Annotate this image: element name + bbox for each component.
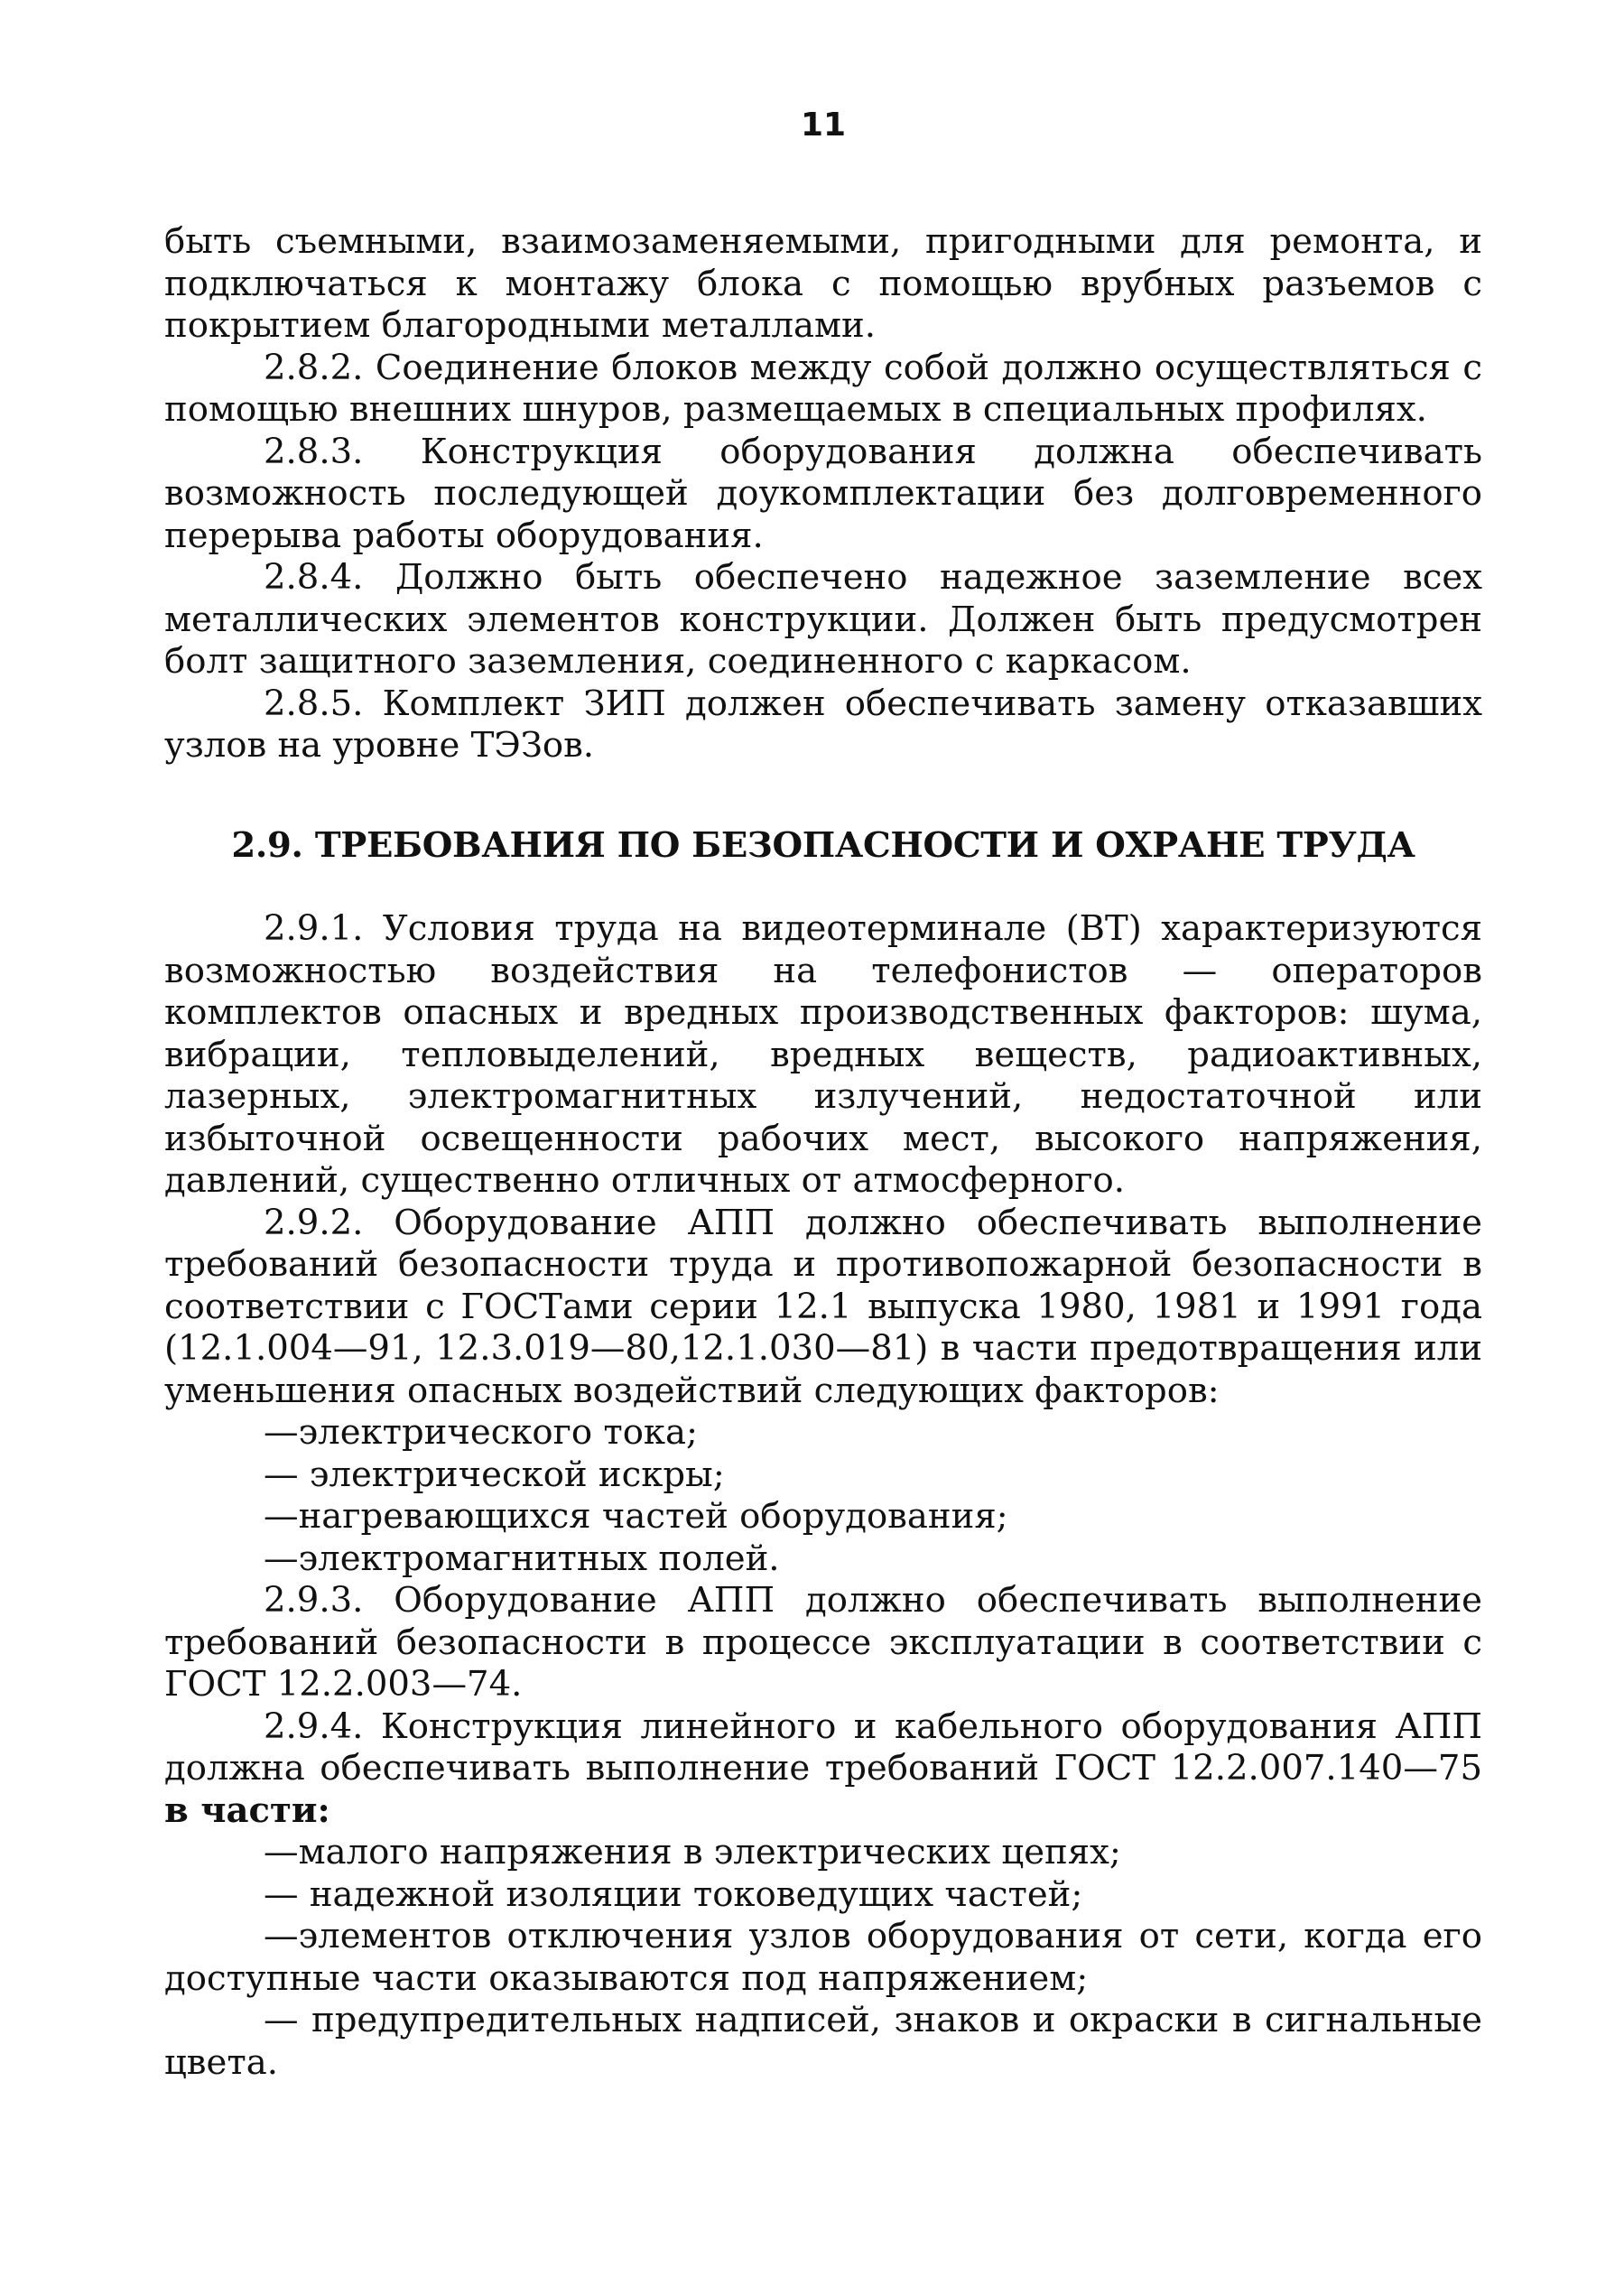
- paragraph-2-8-1-continued: быть съемными, взаимозаменяемыми, пригодными для ремонта, и подключаться к монтажу блока с помощью врубных разъемов с покрытием благородными металлами.: [164, 221, 1482, 346]
- paragraph-2-9-1: 2.9.1. Условия труда на видеотерминале (ВТ) характеризуются возможностью воздействия на телефонистов — операторов комплектов опасных и вредных производственных факторов: шума, вибрации, тепловыделений, вредных веществ, радиоактивных, лазерных, электромагнитных излучений, недостаточной или избыточной освещенности рабочих мест, высокого напряжения, давлений, существенно отличных от атмосферного.: [164, 908, 1482, 1201]
- paragraph-2-8-2: 2.8.2. Соединение блоков между собой должно осуществляться с помощью внешних шнуров, размещаемых в специальных профилях.: [164, 347, 1482, 430]
- list-item-2-9-4: — надежной изоляции токоведущих частей;: [264, 1873, 1083, 1915]
- document-body: [164, 221, 1482, 2084]
- list-item-2-9-4: —малого напряжения в электрических цепях;: [264, 1832, 1121, 1872]
- paragraph-2-8-5: 2.8.5. Комплект ЗИП должен обеспечивать замену отказавших узлов на уровне ТЭЗов.: [164, 683, 1482, 766]
- paragraph-2-9-4-tail: в части:: [164, 1789, 330, 1831]
- list-item-2-9-2: — электрической искры;: [264, 1454, 725, 1495]
- list-item-2-9-2: —электрического тока;: [264, 1412, 699, 1453]
- list-item-2-9-2: —нагревающихся частей оборудования;: [264, 1496, 1008, 1537]
- paragraph-2-9-3: 2.9.3. Оборудование АПП должно обеспечивать выполнение требований безопасности в процессе эксплуатации в соответствии с ГОСТ 12.2.003—74.: [164, 1580, 1482, 1705]
- paragraph-2-9-4-main: 2.9.4. Конструкция линейного и кабельного оборудования АПП должна обеспечивать выполнение требований ГОСТ 12.2.007.140—75: [164, 1705, 1482, 1789]
- document-page: [164, 0, 1482, 2286]
- list-item-2-9-2: —электромагнитных полей.: [264, 1538, 780, 1579]
- paragraph-2-9-2: 2.9.2. Оборудование АПП должно обеспечивать выполнение требований безопасности труда и противопожарной безопасности в соответствии с ГОСТами серии 12.1 выпуска 1980, 1981 и 1991 года (12.1.004—91, 12.3.019—80,12.1.030—81) в части предотвращения или уменьшения опасных воздействий следующих факторов:: [164, 1202, 1482, 1411]
- list-item-2-9-4: — предупредительных надписей, знаков и окраски в сигнальные цвета.: [164, 2000, 1482, 2083]
- page-number: 11: [800, 107, 847, 144]
- paragraph-2-8-4: 2.8.4. Должно быть обеспечено надежное заземление всех металлических элементов конструкции. Должен быть предусмотрен болт защитного заземления, соединенного с каркасом.: [164, 557, 1482, 682]
- paragraph-2-8-3: 2.8.3. Конструкция оборудования должна обеспечивать возможность последующей доукомплектации без долговременного перерыва работы оборудования.: [164, 431, 1482, 556]
- paragraph-2-9-4: [164, 1706, 1482, 1833]
- section-heading-2-9: 2.9. ТРЕБОВАНИЯ ПО БЕЗОПАСНОСТИ И ОХРАНЕ ТРУДА: [231, 824, 1415, 866]
- list-item-2-9-4: —элементов отключения узлов оборудования от сети, когда его доступные части оказываются под напряжением;: [164, 1916, 1482, 1999]
